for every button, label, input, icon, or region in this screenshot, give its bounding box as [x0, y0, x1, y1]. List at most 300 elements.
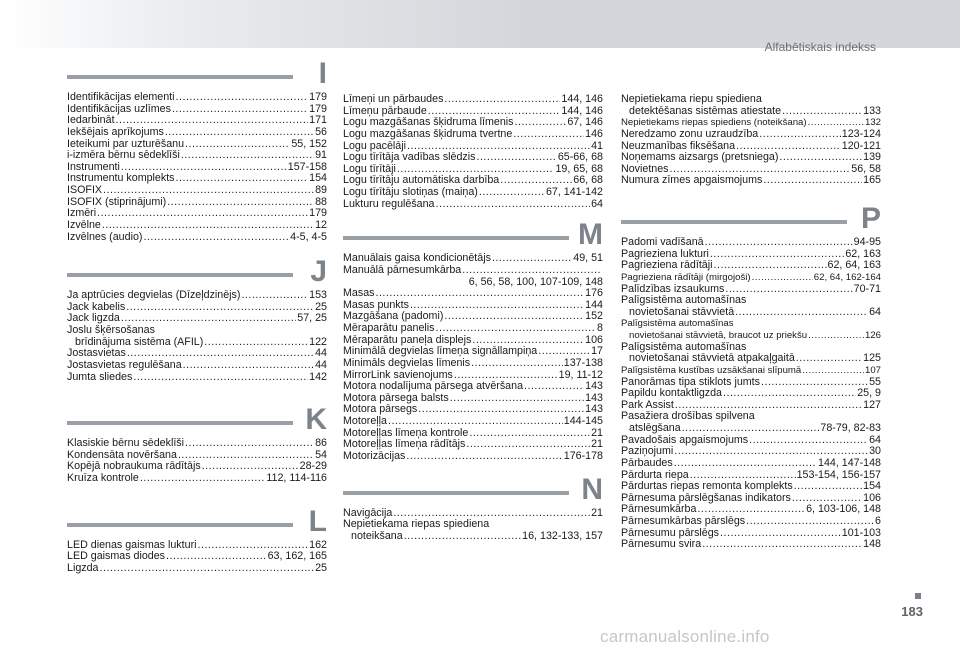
index-entry-term: brīdinājuma sistēma (AFIL): [75, 335, 204, 348]
index-entry-term: novietošanai stāvvietā atpakaļgaitā: [629, 352, 795, 365]
section-entries: [67, 438, 327, 485]
index-entry-term: Kruīza kontrole: [67, 472, 139, 484]
index-entry-pages: 152: [585, 310, 603, 323]
index-entry-pages: 66, 68: [573, 174, 603, 187]
dot-leader: [444, 311, 584, 323]
page-number: 183: [901, 604, 923, 619]
index-entry-pages: 4-5, 4-5: [290, 230, 327, 243]
dot-leader: [759, 129, 841, 141]
dot-leader: [406, 451, 562, 463]
section-letter-header: [621, 202, 881, 237]
section-rule: [343, 491, 569, 495]
index-entry-term: Padomi vadīšanā: [621, 236, 704, 248]
index-entry-term: Minimāls degvielas līmenis: [343, 356, 471, 369]
index-entry-term: Papildu kontaktligzda: [621, 387, 723, 400]
section-letter: N: [581, 472, 603, 506]
index-entry-term: Pārnesumkārba: [621, 503, 697, 516]
dot-leader: [779, 152, 862, 164]
dot-leader: [97, 208, 308, 220]
index-entry-pages: 16, 132-133, 157: [522, 529, 603, 542]
index-entry-term: LED gaismas diodes: [67, 550, 166, 563]
index-entry: [343, 94, 603, 106]
dot-leader: [140, 473, 265, 485]
section-letter: P: [860, 202, 881, 235]
index-entry: [67, 290, 327, 302]
index-entry-pages: 28-29: [299, 460, 327, 473]
index-entry-pages: 144: [585, 298, 603, 311]
index-entry-pages: 62, 163: [845, 247, 881, 260]
dot-leader: [794, 481, 862, 493]
index-entry-term: Mēraparātu paneļa displejs: [343, 333, 472, 346]
dot-leader: [471, 358, 563, 370]
index-entry: [343, 152, 603, 164]
section-letter-header: [67, 403, 327, 438]
index-entry-pages: 171: [309, 114, 327, 127]
dot-leader: [752, 272, 813, 284]
index-entry-term: Līmeņi un pārbaudes: [343, 93, 444, 105]
dot-leader: [176, 173, 309, 185]
index-entry: [621, 423, 881, 435]
index-entry-pages: 126: [864, 330, 881, 341]
index-entry-pages: 157-158: [287, 160, 327, 173]
index-entry: [67, 551, 327, 563]
index-entry-heading: Pasažiera drošības spilvena: [621, 410, 755, 423]
index-entry-pages: 154: [863, 480, 881, 493]
index-entry: [67, 92, 327, 104]
dot-leader: [103, 185, 314, 197]
index-entry-pages: 78-79, 82-83: [820, 422, 881, 434]
dot-leader: [682, 423, 820, 435]
index-entry-pages: 19, 65, 68: [555, 162, 603, 175]
dot-leader: [444, 94, 560, 106]
index-entry-pages: 6: [875, 515, 881, 527]
index-entry-pages: 49, 51: [573, 252, 603, 265]
index-entry: [67, 473, 327, 485]
section-k: [67, 403, 327, 485]
index-entry: [67, 208, 327, 220]
dot-leader: [492, 253, 572, 265]
dot-leader: [710, 249, 844, 261]
section-entries: [67, 540, 327, 575]
index-entry-pages: 25: [315, 561, 327, 574]
dot-leader: [761, 377, 868, 389]
index-entry-term: Logu pacēlāji: [343, 139, 406, 152]
index-entry-term: Panorāmas tipa stiklots jumts: [621, 375, 760, 388]
index-entry-term: i-izmēra bērnu sēdeklīši: [67, 149, 180, 162]
index-entry-term: Jostasvietas: [67, 347, 126, 360]
index-entry-pages: 143: [585, 391, 603, 404]
index-entry-term: ISOFIX: [67, 184, 103, 196]
dot-leader: [176, 92, 309, 104]
dot-leader: [782, 106, 862, 118]
index-entry-pages: 55: [869, 375, 881, 388]
section-entries: [67, 290, 327, 383]
index-entry-term: Pagrieziena rādītāji (mirgojoši): [621, 271, 751, 283]
index-entry-pages: 144, 146: [561, 93, 603, 105]
index-entry-pages: 125: [863, 352, 881, 365]
index-entry-pages: 89: [315, 184, 327, 196]
dot-leader: [746, 516, 874, 528]
index-entry: [621, 152, 881, 164]
index-entry-term: Izvēlnes (audio): [67, 230, 143, 243]
index-entry: [67, 232, 327, 244]
index-entry-term: Logu tīrītāja vadības slēdzis: [343, 151, 476, 164]
dot-leader: [404, 531, 521, 543]
index-entry-pages: 139: [863, 151, 881, 164]
index-entry-pages: 57, 25: [297, 312, 327, 325]
index-entry: [67, 438, 327, 450]
dot-leader: [181, 150, 314, 162]
index-entry-pages: 70-71: [853, 282, 881, 295]
index-entry: [343, 129, 603, 141]
index-entry-term: Izmēri: [67, 207, 97, 220]
index-entry-pages: 63, 162, 165: [267, 550, 327, 563]
index-entry-term: Motoreļļas līmeņa kontrole: [343, 426, 469, 439]
index-entry: [343, 531, 603, 543]
section-n-continued: [621, 94, 881, 187]
index-entry-term: Mēraparātu panelis: [343, 322, 435, 334]
index-entry-pages: 144, 147-148: [818, 456, 881, 469]
index-entry-pages: 67, 141-142: [545, 186, 603, 198]
index-entry-pages: 25: [315, 300, 327, 313]
section-letter: J: [310, 255, 327, 289]
index-entry-pages: 142: [309, 370, 327, 383]
section-l-continued: [343, 94, 603, 210]
section-p: [621, 202, 881, 551]
index-column-3: [621, 94, 881, 551]
dot-leader: [476, 152, 556, 164]
index-entry: [621, 330, 881, 342]
section-letter-header: [343, 218, 603, 253]
index-entry-term: Masas punkts: [343, 298, 409, 311]
dot-leader: [133, 372, 308, 384]
index-entry: [67, 372, 327, 384]
index-entry-term: Lukturu regulēšana: [343, 197, 435, 210]
index-entry-pages: 19, 11-12: [558, 368, 603, 381]
index-entry-term: Palīdzības izsaukums: [621, 282, 725, 295]
dot-leader: [436, 323, 597, 335]
index-entry-term: MirrorLink savienojums: [343, 368, 453, 381]
index-entry-term: Park Assist: [621, 398, 674, 411]
index-entry-term: Motora pārsegs: [343, 403, 418, 416]
index-entry-term: Neuzmanības fiksēšana: [621, 139, 736, 152]
index-entry-term: Manuālā pārnesumkārba: [343, 263, 462, 276]
index-entry-pages: 153-154, 156-157: [796, 468, 881, 481]
index-entry-pages: 62, 64, 163: [827, 259, 881, 272]
dot-leader: [469, 428, 590, 440]
index-entry-pages: 144, 146: [561, 104, 603, 117]
section-entries: [621, 94, 881, 187]
index-entry: [621, 516, 881, 528]
section-letter: M: [578, 218, 603, 252]
index-entry-term: Pārdurtas riepas remonta komplekts: [621, 480, 793, 493]
section-letter: L: [308, 504, 327, 538]
index-entry-heading: Palīgsistēma automašīnas: [621, 294, 747, 307]
index-entry: [343, 265, 603, 277]
index-entry-heading: Palīgsistēma automašīnas: [621, 318, 734, 330]
index-entry-pages: 54: [315, 448, 327, 461]
index-entry: [343, 288, 603, 300]
index-entry-pages: 176: [585, 287, 603, 300]
index-entry-pages: 56, 58: [851, 162, 881, 175]
index-entry-term: Motora nodalījuma pārsega atvēršana: [343, 380, 524, 393]
index-entry: [621, 365, 881, 377]
index-entry-term: Iekšējais aprīkojums: [67, 125, 164, 138]
index-entry-term: Pārnesumu svira: [621, 538, 702, 551]
index-entry-term: ISOFIX (stiprinājumi): [67, 195, 167, 208]
index-entry-term: Jostasvietas regulēšana: [67, 358, 182, 371]
index-entry-term: Pārnesuma pārslēgšanas indikators: [621, 491, 791, 504]
index-entry-pages: 146: [585, 127, 603, 140]
index-entry-term: noteikšana: [351, 529, 403, 542]
index-entry-term: Logu tīrītāji: [343, 162, 396, 175]
index-entry-term: Jack ligzda: [67, 312, 120, 325]
index-entry-pages: 179: [309, 102, 327, 115]
index-entry-term: Pārnesumkārbas pārslēgs: [621, 515, 746, 527]
index-entry-term: detektēšanas sistēmas atiestate: [629, 104, 782, 117]
dot-leader: [749, 435, 868, 447]
index-entry-term: Pārbaudes: [621, 456, 673, 469]
section-j: [67, 255, 327, 383]
index-entry-term: Logu tīrītāju slotiņas (maiņa): [343, 186, 478, 198]
index-entry-term: Logu mazgāšanas šķidruma tvertne: [343, 127, 513, 140]
index-entry: [343, 187, 603, 199]
index-entry-heading: Nepietiekama riepas spiediena: [343, 518, 490, 531]
dot-leader: [513, 129, 584, 141]
index-entry-heading: Nepietiekama riepu spiediena: [621, 93, 762, 105]
index-entry-pages: 179: [309, 91, 327, 103]
index-entry-term: Izvēlne: [67, 218, 101, 231]
index-entry: [621, 353, 881, 365]
dot-leader: [418, 404, 584, 416]
dot-leader: [515, 117, 567, 129]
index-entry: [343, 416, 603, 428]
index-entry: [343, 323, 603, 335]
section-n: [343, 472, 603, 543]
section-m: [343, 218, 603, 462]
index-entry: [67, 197, 327, 209]
index-entry-pages: 153: [309, 289, 327, 302]
dot-leader: [436, 199, 591, 211]
dot-leader: [185, 438, 314, 450]
section-rule: [67, 523, 293, 527]
section-entries: [343, 253, 603, 462]
index-entry-pages: 86: [315, 437, 327, 450]
dot-leader: [702, 539, 862, 551]
index-entry: [343, 199, 603, 211]
index-entry-pages: 64: [869, 305, 881, 318]
index-entry-pages: 55, 152: [291, 137, 327, 150]
section-rule: [343, 236, 569, 240]
dot-leader: [388, 416, 563, 428]
index-entry-term: Ja aptrūcies degvielas (Dīzeļdzinējs): [67, 289, 241, 302]
index-entry-pages: 112, 114-116: [266, 472, 327, 484]
dot-leader: [674, 458, 817, 470]
dot-leader: [185, 139, 290, 151]
index-entry-term: Minimālā degvielas līmeņa signāllampiņa: [343, 345, 538, 358]
index-entry-pages: 137-138: [563, 356, 603, 369]
section-letter-header: [343, 472, 603, 508]
index-entry-term: Pagrieziena rādītāji: [621, 259, 713, 272]
index-entry-term: Instrumenti: [67, 160, 120, 173]
dot-leader: [204, 337, 308, 349]
index-entry-term: Kondensāta novēršana: [67, 448, 177, 461]
index-entry-pages: 154: [309, 172, 327, 185]
index-entry-term: Iedarbināt: [67, 114, 115, 127]
index-entry-term: Noņemams aizsargs (pretsniega): [621, 151, 779, 164]
index-entry-term: LED dienas gaismas lukturi: [67, 538, 197, 551]
index-entry-pages: 148: [863, 538, 881, 551]
section-rule: [67, 273, 293, 277]
index-entry: [343, 451, 603, 463]
index-entry-term: Manuālais gaisa kondicionētājs: [343, 252, 491, 265]
index-entry-pages: 122: [309, 335, 327, 348]
index-entry: [67, 185, 327, 197]
index-entry-continuation: 6, 56, 58, 100, 107-109, 148: [468, 275, 603, 288]
index-entry-pages: 143: [585, 403, 603, 416]
section-letter-header: [67, 57, 327, 92]
index-entry-pages: 44: [315, 347, 327, 360]
dot-leader: [450, 393, 584, 405]
index-entry: [621, 106, 881, 118]
index-entry-pages: 106: [585, 333, 603, 346]
index-entry: [67, 173, 327, 185]
index-entry-term: Motoreļļa: [343, 415, 387, 427]
section-i: [67, 57, 327, 243]
index-entry: [67, 563, 327, 575]
index-entry-pages: 94-95: [853, 236, 881, 248]
index-entry-term: Pārdurta riepa: [621, 468, 689, 481]
index-entry-term: Navigācija: [343, 506, 393, 519]
dot-leader: [714, 260, 827, 272]
index-entry-pages: 30: [869, 445, 881, 458]
index-entry-pages: 64: [869, 433, 881, 446]
index-entry: [67, 150, 327, 162]
index-entry-pages: 21: [591, 438, 603, 451]
section-letter: I: [318, 57, 327, 90]
index-entry-pages: 56: [315, 125, 327, 138]
dot-leader: [102, 220, 314, 232]
index-entry-pages: 165: [863, 174, 881, 187]
dot-leader: [143, 232, 289, 244]
index-entry-pages: 8: [597, 322, 603, 334]
index-entry-term: Pārnesumu pārslēgs: [621, 526, 720, 539]
index-entry-pages: 67, 146: [567, 116, 603, 129]
index-entry-pages: 21: [591, 506, 603, 519]
index-entry-pages: 101-103: [841, 526, 881, 539]
index-entry-term: Neredzamo zonu uzraudzība: [621, 127, 759, 140]
index-entry-term: novietošanai stāvvietā: [629, 305, 735, 318]
index-entry-pages: 12: [315, 218, 327, 231]
index-entry-pages: 120-121: [841, 139, 881, 152]
index-entry-term: Motoreļļas līmeņa rādītājs: [343, 438, 466, 451]
index-entry-pages: 162: [309, 538, 327, 551]
dot-leader: [808, 330, 864, 342]
index-entry-pages: 132: [864, 117, 881, 129]
index-entry: [621, 458, 881, 470]
index-column-1: [67, 57, 327, 575]
index-entry-term: Logu tīrītāju automātiska darbība: [343, 174, 500, 187]
index-entry-term: Identifikācijas uzlīmes: [67, 102, 171, 115]
dot-leader: [462, 265, 602, 277]
index-entry-term: Instrumentu komplekts: [67, 172, 175, 185]
index-entry-pages: 179: [309, 207, 327, 220]
index-entry: [621, 129, 881, 141]
section-letter-header: [67, 504, 327, 540]
index-entry: [621, 175, 881, 187]
index-entry-pages: 65-66, 68: [557, 151, 603, 164]
index-entry-pages: 176-178: [563, 449, 603, 462]
index-entry-term: Motora pārsega balsts: [343, 391, 449, 404]
index-entry-term: novietošanai stāvvietā, braucot uz priekšu: [629, 330, 808, 341]
section-entries: [621, 237, 881, 551]
dot-leader: [479, 187, 545, 199]
index-entry-pages: 123-124: [841, 127, 881, 140]
dot-leader: [183, 360, 314, 372]
index-entry: [621, 307, 881, 319]
dot-leader: [735, 307, 868, 319]
index-entry: [621, 388, 881, 400]
index-entry-pages: 41: [591, 139, 603, 152]
index-entry-pages: 143: [585, 380, 603, 393]
index-entry-pages: 88: [315, 195, 327, 208]
section-l: [67, 504, 327, 575]
index-entry-pages: 133: [863, 104, 881, 117]
index-entry-pages: 62, 64, 162-164: [813, 271, 881, 283]
index-entry: [621, 481, 881, 493]
dot-leader: [100, 563, 315, 575]
index-entry-pages: 107: [864, 364, 881, 376]
index-entry-pages: 64: [591, 197, 603, 210]
section-letter: K: [305, 403, 327, 437]
index-entry-term: Jack kabelis: [67, 300, 126, 313]
index-column-2: [343, 94, 603, 542]
dot-leader: [802, 365, 864, 377]
page-header-title: Alfabētiskais indekss: [764, 40, 876, 54]
index-entry-pages: 144-145: [563, 415, 603, 427]
index-entry-term: Identifikācijas elementi: [67, 91, 175, 103]
dot-leader: [720, 528, 841, 540]
index-entry-pages: 44: [315, 358, 327, 371]
index-entry: [343, 381, 603, 393]
index-entry-term: Paziņojumi: [621, 445, 674, 458]
section-rule: [67, 421, 293, 425]
index-entry-term: Logu mazgāšanas šķidruma līmenis: [343, 116, 514, 129]
index-entry-term: Ligzda: [67, 561, 99, 574]
dot-leader: [166, 551, 267, 563]
index-entry-pages: 91: [315, 149, 327, 162]
index-entry-term: Numura zīmes apgaismojums: [621, 174, 763, 187]
dot-leader: [723, 388, 856, 400]
index-entry-term: Mazgāšana (padomi): [343, 310, 444, 323]
section-entries: [343, 508, 603, 543]
index-entry-pages: 21: [591, 426, 603, 439]
section-letter-header: [67, 255, 327, 290]
section-entries: [343, 94, 603, 210]
index-entry-term: Pavadošais apgaismojums: [621, 433, 749, 446]
index-entry: [621, 260, 881, 272]
index-entry: [67, 360, 327, 372]
index-entry-term: atslēgšana: [629, 422, 681, 434]
section-entries: [67, 92, 327, 243]
index-entry-term: Palīgsistēma kustības uzsākšanai slīpumā: [621, 364, 802, 376]
dot-leader: [375, 288, 584, 300]
index-entry-pages: 17: [591, 345, 603, 358]
dot-leader: [763, 175, 862, 187]
dot-leader: [241, 290, 308, 302]
index-entry-pages: 106: [863, 491, 881, 504]
index-entry-term: Jumta sliedes: [67, 370, 133, 383]
